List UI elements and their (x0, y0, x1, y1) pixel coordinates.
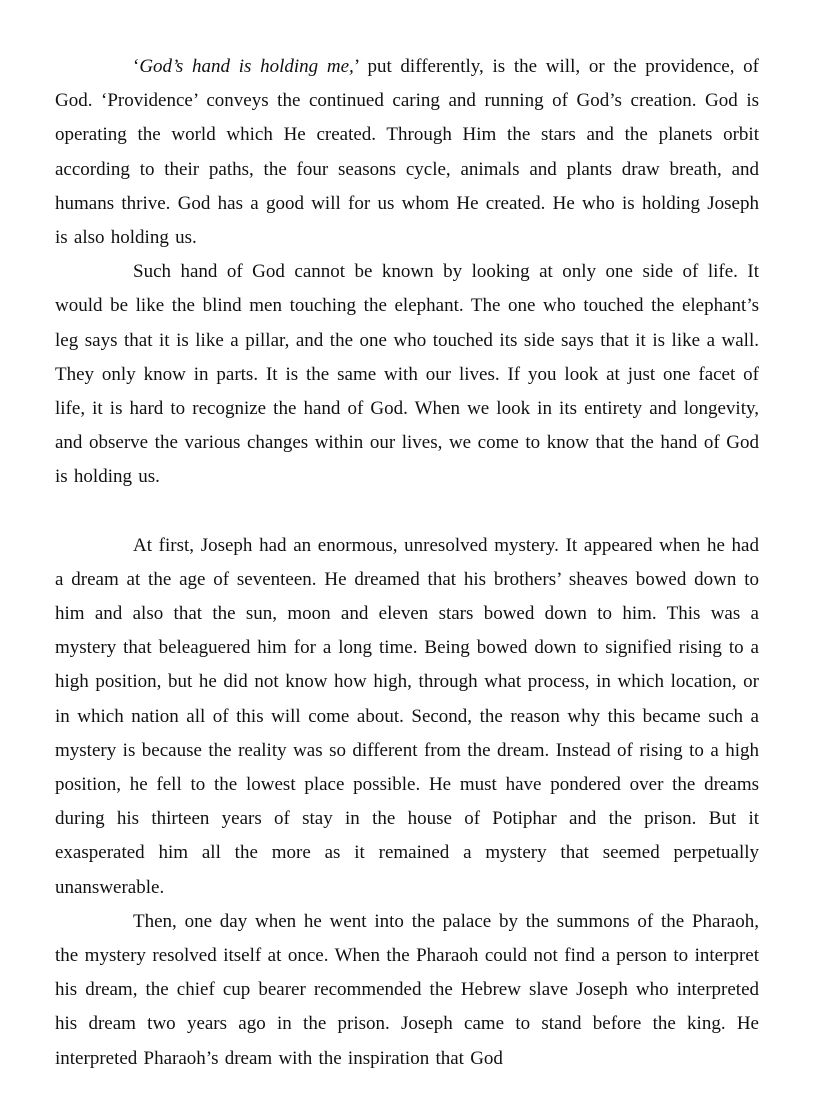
paragraph-mystery: At first, Joseph had an enormous, unresolved mystery. It appeared when he had a dream at the age of seventeen. He dreamed that his brothers’ sheaves bowed down to him and also that the sun, moon and eleven stars bowed down to him. This was a mystery that beleaguered him for a long time. Being bowed down to signified rising to a high position, but he did not know how high, through what process, in which location, or in which nation all of this will come about. Second, the reason why this became such a mystery is because the reality was so different from the dream. Instead of rising to a high position, he fell to the lowest place possible. He must have pondered over the dreams during his thirteen years of stay in the house of Potiphar and the prison. But it exasperated him all the more as it remained a mystery that seemed perpetually unanswerable. (55, 534, 759, 898)
opening-quote: ‘ (133, 56, 140, 77)
italic-quote: God’s hand is holding me, (139, 56, 354, 77)
paragraph-text: ’ put differently, is the will, or the providence, of God. ‘Providence’ conveys the continued caring and running of God’s creation. God is operating the world which He created. Through Him the stars and the planets orbit according to their paths, the four seasons cycle, animals and plants draw breath, and humans thrive. God has a good will for us whom He created. He who is holding Joseph is also holding us. (55, 56, 759, 249)
paragraph-providence (55, 50, 759, 255)
section-break (55, 495, 759, 529)
paragraph-elephant: Such hand of God cannot be known by looking at only one side of life. It would be like the blind men touching the elephant. The one who touched the elephant’s leg says that it is like a pillar, and the one who touched its side says that it is like a wall. They only know in parts. It is the same with our lives. If you look at just one facet of life, it is hard to recognize the hand of God. When we look in its entirety and longevity, and observe the various changes within our lives, we come to know that the hand of God is holding us. (55, 261, 759, 488)
document-page (55, 50, 759, 1076)
paragraph-palace: Then, one day when he went into the palace by the summons of the Pharaoh, the mystery resolved itself at once. When the Pharaoh could not find a person to interpret his dream, the chief cup bearer recommended the Hebrew slave Joseph who interpreted his dream two years ago in the prison. Joseph came to stand before the king. He interpreted Pharaoh’s dream with the inspiration that God (55, 910, 759, 1069)
